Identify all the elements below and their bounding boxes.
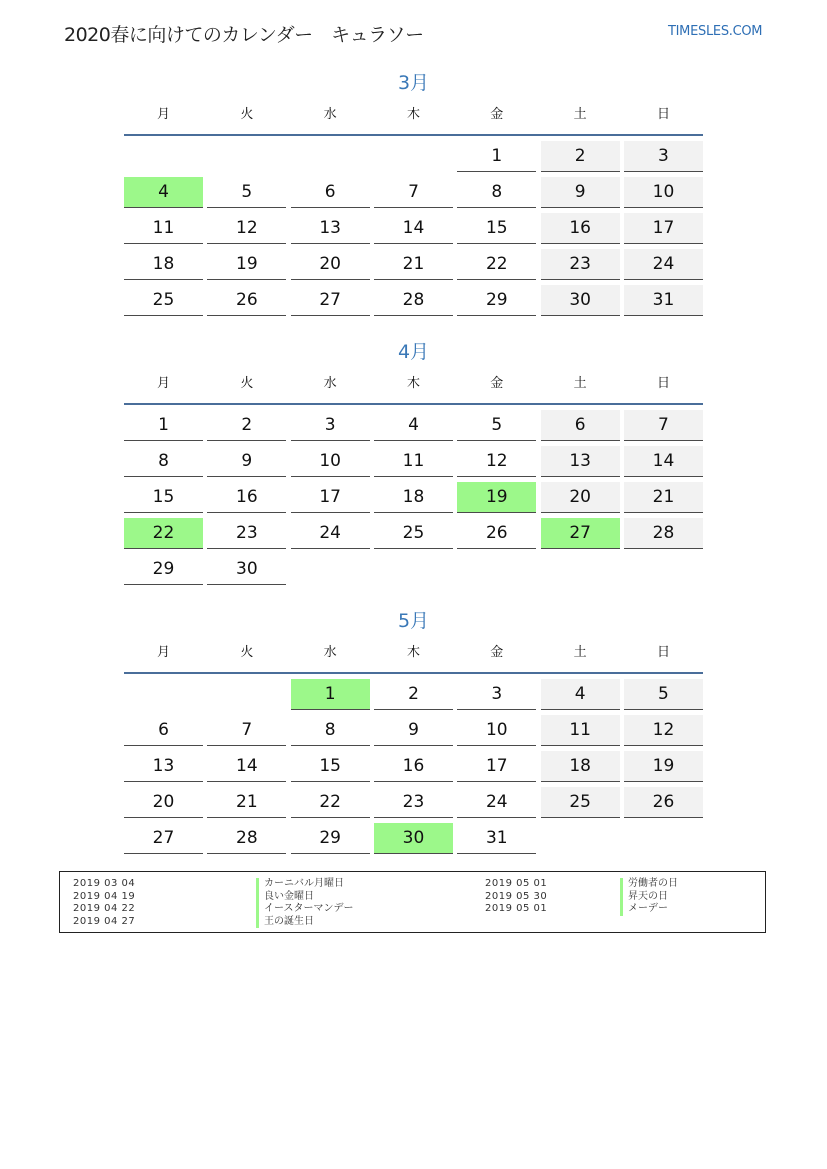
day-cell: 28 bbox=[207, 823, 286, 854]
weekend-day-cell: 12 bbox=[624, 715, 703, 746]
legend-holiday-name: メーデー bbox=[620, 903, 678, 916]
weekend-day-cell: 23 bbox=[541, 249, 620, 280]
day-cell: 27 bbox=[124, 823, 203, 854]
weekend-day-cell: 9 bbox=[541, 177, 620, 208]
brand-logo[interactable]: TIMESLES.COM bbox=[668, 24, 763, 39]
weekend-day-cell: 2 bbox=[541, 141, 620, 172]
holiday-legend bbox=[59, 871, 766, 933]
day-cell: 6 bbox=[291, 177, 370, 208]
day-cell: 18 bbox=[124, 249, 203, 280]
holiday-day-cell: 1 bbox=[291, 679, 370, 710]
month-title: 3月 bbox=[397, 72, 430, 94]
day-cell: 14 bbox=[207, 751, 286, 782]
legend-names-right bbox=[620, 878, 678, 916]
weekday-label: 水 bbox=[323, 645, 337, 660]
weekend-day-cell: 25 bbox=[541, 787, 620, 818]
weekend-day-cell: 5 bbox=[624, 679, 703, 710]
weekday-header bbox=[124, 643, 703, 663]
legend-date: 2019 05 30 bbox=[485, 890, 548, 902]
month-title: 5月 bbox=[397, 610, 430, 632]
day-cell: 26 bbox=[457, 518, 536, 549]
empty-day-cell bbox=[124, 141, 203, 172]
holiday-day-cell: 27 bbox=[541, 518, 620, 549]
weekend-day-cell: 7 bbox=[624, 410, 703, 441]
day-cell: 5 bbox=[457, 410, 536, 441]
day-cell: 8 bbox=[457, 177, 536, 208]
day-cell: 20 bbox=[291, 249, 370, 280]
legend-holiday-name: カーニバル月曜日 bbox=[256, 878, 354, 891]
day-grid bbox=[124, 410, 703, 585]
day-cell: 21 bbox=[374, 249, 453, 280]
empty-day-cell bbox=[291, 141, 370, 172]
weekend-day-cell: 24 bbox=[624, 249, 703, 280]
weekend-day-cell: 20 bbox=[541, 482, 620, 513]
day-cell: 17 bbox=[457, 751, 536, 782]
legend-names-left bbox=[256, 878, 354, 928]
day-cell: 7 bbox=[374, 177, 453, 208]
weekday-label: 日 bbox=[656, 107, 670, 122]
day-cell: 28 bbox=[374, 285, 453, 316]
weekend-day-cell: 28 bbox=[624, 518, 703, 549]
empty-day-cell bbox=[207, 141, 286, 172]
day-cell: 16 bbox=[207, 482, 286, 513]
day-cell: 20 bbox=[124, 787, 203, 818]
day-cell: 18 bbox=[374, 482, 453, 513]
weekend-day-cell: 3 bbox=[624, 141, 703, 172]
day-cell: 25 bbox=[124, 285, 203, 316]
legend-date: 2019 04 19 bbox=[73, 890, 136, 902]
day-cell: 29 bbox=[124, 554, 203, 585]
weekend-day-cell: 18 bbox=[541, 751, 620, 782]
weekend-day-cell: 26 bbox=[624, 787, 703, 818]
day-cell: 11 bbox=[374, 446, 453, 477]
day-cell: 27 bbox=[291, 285, 370, 316]
weekday-label: 日 bbox=[656, 645, 670, 660]
weekday-label: 日 bbox=[656, 376, 670, 391]
weekend-day-cell: 19 bbox=[624, 751, 703, 782]
weekend-day-cell: 17 bbox=[624, 213, 703, 244]
weekend-day-cell: 21 bbox=[624, 482, 703, 513]
weekend-day-cell: 11 bbox=[541, 715, 620, 746]
day-cell: 3 bbox=[457, 679, 536, 710]
weekday-label: 金 bbox=[490, 645, 504, 660]
weekday-header bbox=[124, 374, 703, 394]
day-cell: 8 bbox=[291, 715, 370, 746]
weekend-day-cell: 10 bbox=[624, 177, 703, 208]
weekday-label: 金 bbox=[490, 376, 504, 391]
legend-holiday-name: 労働者の日 bbox=[620, 878, 678, 891]
legend-holiday-name: 良い金曜日 bbox=[256, 891, 354, 904]
day-cell: 19 bbox=[207, 249, 286, 280]
legend-date: 2019 04 27 bbox=[73, 915, 136, 927]
day-cell: 15 bbox=[124, 482, 203, 513]
weekday-label: 土 bbox=[573, 645, 587, 660]
legend-holiday-name: イースターマンデー bbox=[256, 903, 354, 916]
day-cell: 9 bbox=[207, 446, 286, 477]
weekday-label: 火 bbox=[240, 376, 254, 391]
day-cell: 12 bbox=[207, 213, 286, 244]
day-cell: 17 bbox=[291, 482, 370, 513]
legend-date: 2019 05 01 bbox=[485, 903, 548, 914]
weekend-day-cell: 14 bbox=[624, 446, 703, 477]
legend-dates-right bbox=[485, 878, 547, 916]
day-cell: 29 bbox=[457, 285, 536, 316]
weekday-label: 木 bbox=[406, 645, 420, 660]
day-cell: 22 bbox=[457, 249, 536, 280]
weekday-label: 木 bbox=[406, 376, 420, 391]
day-cell: 13 bbox=[291, 213, 370, 244]
day-cell: 4 bbox=[374, 410, 453, 441]
weekday-label: 水 bbox=[323, 376, 337, 391]
day-cell: 16 bbox=[374, 751, 453, 782]
day-cell: 2 bbox=[207, 410, 286, 441]
day-cell: 3 bbox=[291, 410, 370, 441]
month-march bbox=[124, 70, 703, 316]
day-cell: 10 bbox=[291, 446, 370, 477]
day-cell: 21 bbox=[207, 787, 286, 818]
day-cell: 6 bbox=[124, 715, 203, 746]
page-title: 2020春に向けてのカレンダー キュラソー bbox=[64, 24, 424, 46]
day-cell: 30 bbox=[207, 554, 286, 585]
day-cell: 2 bbox=[374, 679, 453, 710]
weekday-label: 金 bbox=[490, 107, 504, 122]
empty-day-cell bbox=[124, 679, 203, 710]
legend-dates-left bbox=[73, 878, 135, 928]
holiday-day-cell: 4 bbox=[124, 177, 203, 208]
holiday-day-cell: 22 bbox=[124, 518, 203, 549]
weekend-day-cell: 13 bbox=[541, 446, 620, 477]
weekday-label: 月 bbox=[156, 645, 170, 660]
day-cell: 26 bbox=[207, 285, 286, 316]
legend-date: 2019 05 01 bbox=[485, 878, 548, 889]
day-cell: 14 bbox=[374, 213, 453, 244]
day-cell: 31 bbox=[457, 823, 536, 854]
empty-day-cell bbox=[374, 141, 453, 172]
day-cell: 23 bbox=[207, 518, 286, 549]
day-cell: 13 bbox=[124, 751, 203, 782]
month-may bbox=[124, 608, 703, 854]
day-grid bbox=[124, 141, 703, 316]
legend-holiday-name: 王の誕生日 bbox=[256, 916, 354, 929]
day-cell: 11 bbox=[124, 213, 203, 244]
weekend-day-cell: 4 bbox=[541, 679, 620, 710]
day-cell: 1 bbox=[124, 410, 203, 441]
weekday-label: 月 bbox=[156, 107, 170, 122]
day-cell: 9 bbox=[374, 715, 453, 746]
weekday-label: 水 bbox=[323, 107, 337, 122]
legend-date: 2019 03 04 bbox=[73, 878, 136, 889]
day-cell: 29 bbox=[291, 823, 370, 854]
day-cell: 22 bbox=[291, 787, 370, 818]
weekend-day-cell: 30 bbox=[541, 285, 620, 316]
legend-date: 2019 04 22 bbox=[73, 903, 136, 914]
day-cell: 1 bbox=[457, 141, 536, 172]
weekday-label: 月 bbox=[156, 376, 170, 391]
day-cell: 23 bbox=[374, 787, 453, 818]
weekday-label: 土 bbox=[573, 107, 587, 122]
weekday-label: 火 bbox=[240, 107, 254, 122]
day-cell: 24 bbox=[291, 518, 370, 549]
holiday-day-cell: 30 bbox=[374, 823, 453, 854]
month-title: 4月 bbox=[397, 341, 430, 363]
header-divider bbox=[124, 403, 703, 405]
header-divider bbox=[124, 672, 703, 674]
weekend-day-cell: 6 bbox=[541, 410, 620, 441]
holiday-day-cell: 19 bbox=[457, 482, 536, 513]
day-cell: 7 bbox=[207, 715, 286, 746]
weekday-label: 土 bbox=[573, 376, 587, 391]
header-divider bbox=[124, 134, 703, 136]
day-cell: 5 bbox=[207, 177, 286, 208]
day-cell: 10 bbox=[457, 715, 536, 746]
day-cell: 12 bbox=[457, 446, 536, 477]
legend-holiday-name: 昇天の日 bbox=[620, 891, 678, 904]
month-april bbox=[124, 339, 703, 585]
day-cell: 8 bbox=[124, 446, 203, 477]
weekday-label: 火 bbox=[240, 645, 254, 660]
day-cell: 25 bbox=[374, 518, 453, 549]
weekend-day-cell: 31 bbox=[624, 285, 703, 316]
weekend-day-cell: 16 bbox=[541, 213, 620, 244]
day-cell: 15 bbox=[457, 213, 536, 244]
weekday-label: 木 bbox=[406, 107, 420, 122]
empty-day-cell bbox=[207, 679, 286, 710]
weekday-header bbox=[124, 105, 703, 125]
day-cell: 15 bbox=[291, 751, 370, 782]
day-cell: 24 bbox=[457, 787, 536, 818]
day-grid bbox=[124, 679, 703, 854]
